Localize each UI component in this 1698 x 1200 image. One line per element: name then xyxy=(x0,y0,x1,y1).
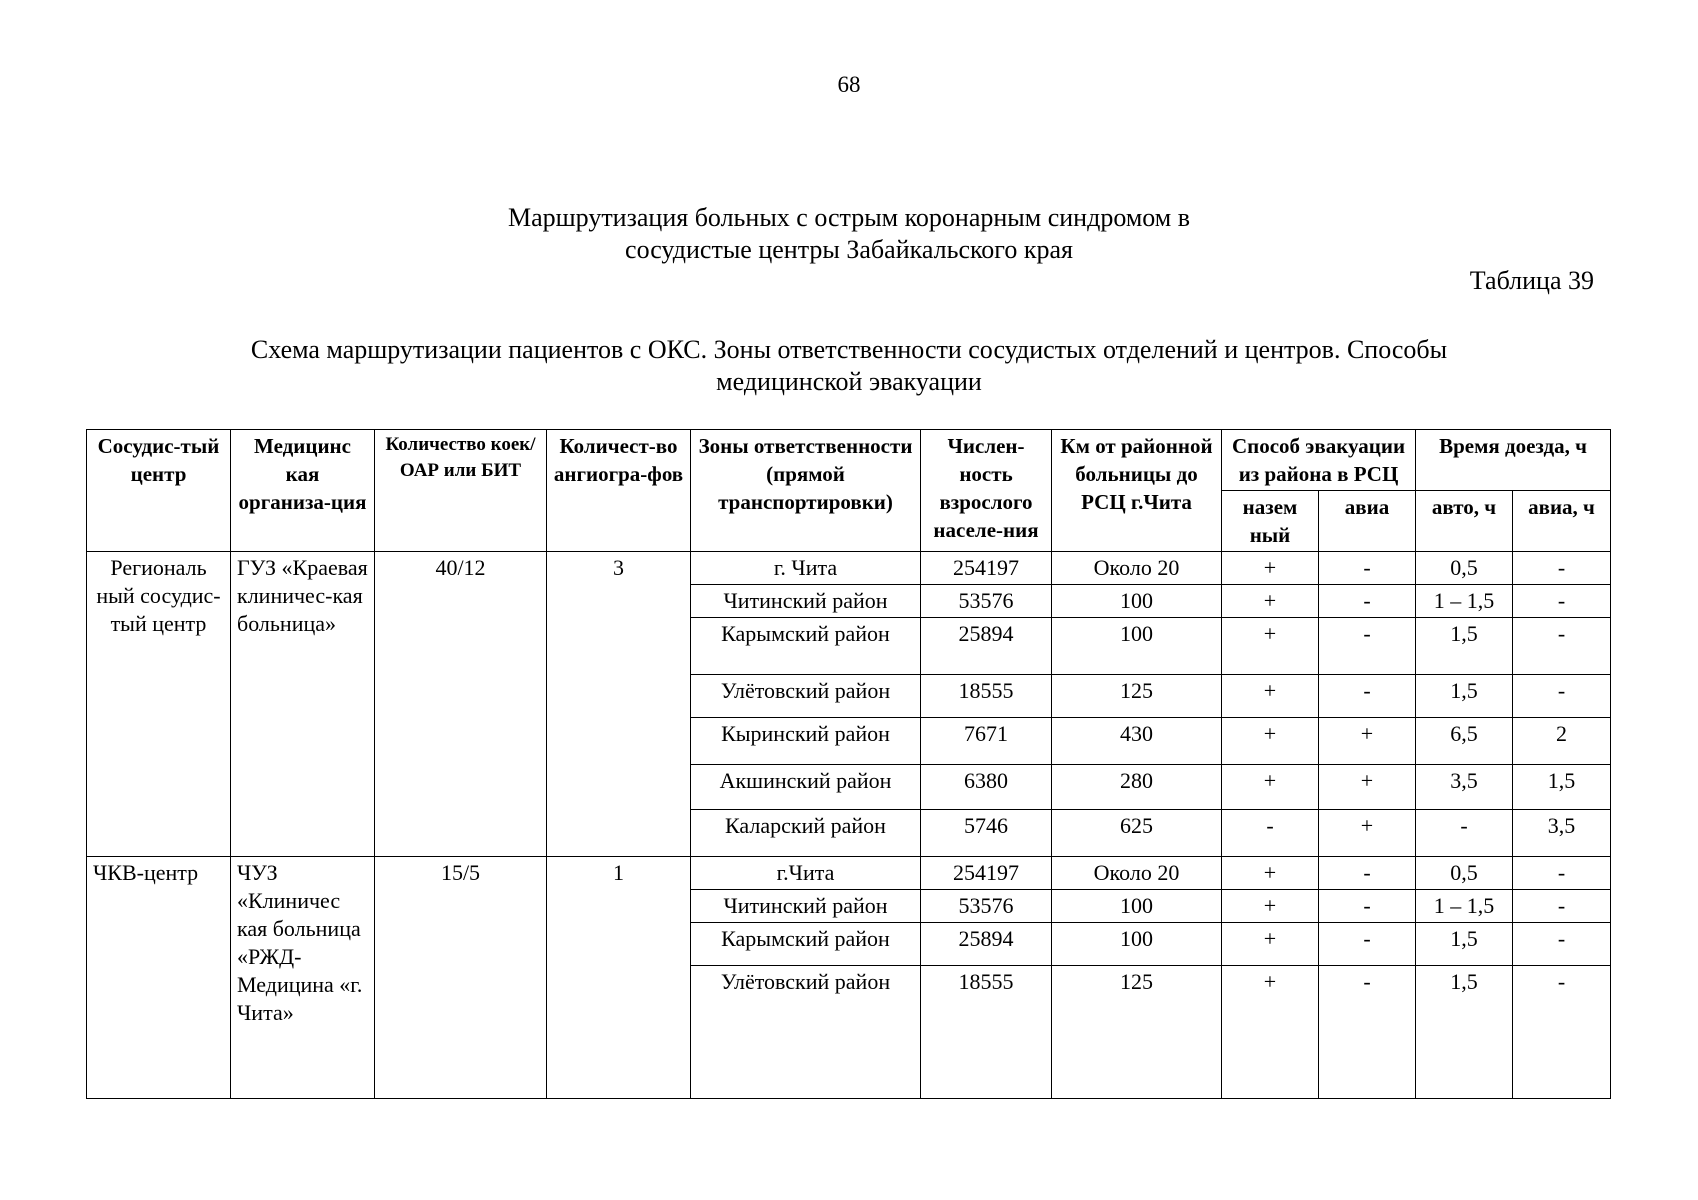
cell-center: ЧКВ-центр xyxy=(87,857,231,1099)
cell-time-auto: 0,5 xyxy=(1416,552,1513,585)
cell-time-auto: 0,5 xyxy=(1416,857,1513,890)
cell-evac-ground: + xyxy=(1222,765,1319,810)
cell-zone: Карымский район xyxy=(691,618,921,675)
cell-population: 254197 xyxy=(921,857,1052,890)
table-label: Таблица 39 xyxy=(1469,266,1594,295)
cell-evac-ground: + xyxy=(1222,675,1319,718)
cell-population: 6380 xyxy=(921,765,1052,810)
cell-zone: Кыринский район xyxy=(691,718,921,765)
cell-time-air: - xyxy=(1513,966,1611,1099)
cell-evac-air: - xyxy=(1319,923,1416,966)
cell-time-auto: 1,5 xyxy=(1416,675,1513,718)
cell-evac-ground: + xyxy=(1222,718,1319,765)
cell-time-air: - xyxy=(1513,923,1611,966)
cell-population: 18555 xyxy=(921,966,1052,1099)
cell-time-auto: 6,5 xyxy=(1416,718,1513,765)
table-caption-line-1: Схема маршрутизации пациентов с ОКС. Зоны ответственности сосудистых отделений и центров. Способы xyxy=(250,335,1448,364)
cell-time-air: 1,5 xyxy=(1513,765,1611,810)
cell-population: 254197 xyxy=(921,552,1052,585)
cell-km: 125 xyxy=(1052,966,1222,1099)
cell-evac-ground: + xyxy=(1222,618,1319,675)
header-time-air: авиа, ч xyxy=(1513,491,1611,552)
cell-population: 5746 xyxy=(921,810,1052,857)
cell-time-air: - xyxy=(1513,890,1611,923)
cell-beds: 40/12 xyxy=(375,552,547,857)
table-caption xyxy=(0,334,1698,398)
header-evacuation-method: Способ эвакуации из района в РСЦ xyxy=(1222,430,1416,491)
cell-km: 280 xyxy=(1052,765,1222,810)
table-row xyxy=(87,552,1611,585)
cell-time-air: - xyxy=(1513,675,1611,718)
cell-km: Около 20 xyxy=(1052,552,1222,585)
header-responsibility-zones: Зоны ответственности (прямой транспортировки) xyxy=(691,430,921,552)
cell-zone: г.Чита xyxy=(691,857,921,890)
cell-beds: 15/5 xyxy=(375,857,547,1099)
cell-time-auto: 1 – 1,5 xyxy=(1416,890,1513,923)
cell-evac-air: - xyxy=(1319,857,1416,890)
cell-time-air: - xyxy=(1513,585,1611,618)
cell-population: 25894 xyxy=(921,618,1052,675)
cell-km: 625 xyxy=(1052,810,1222,857)
cell-population: 18555 xyxy=(921,675,1052,718)
cell-time-auto: 1,5 xyxy=(1416,966,1513,1099)
table-row xyxy=(87,857,1611,890)
header-evac-ground: назем ный xyxy=(1222,491,1319,552)
cell-km: 100 xyxy=(1052,890,1222,923)
cell-zone: Улётовский район xyxy=(691,966,921,1099)
cell-organization: ГУЗ «Краевая клиничес-кая больница» xyxy=(231,552,375,857)
cell-time-auto: 1,5 xyxy=(1416,618,1513,675)
cell-time-air: - xyxy=(1513,552,1611,585)
page-number: 68 xyxy=(837,72,861,97)
cell-population: 53576 xyxy=(921,585,1052,618)
cell-km: 430 xyxy=(1052,718,1222,765)
cell-km: 100 xyxy=(1052,923,1222,966)
cell-evac-ground: + xyxy=(1222,890,1319,923)
cell-evac-air: - xyxy=(1319,966,1416,1099)
cell-angiographs: 1 xyxy=(547,857,691,1099)
cell-evac-air: - xyxy=(1319,890,1416,923)
cell-evac-ground: + xyxy=(1222,966,1319,1099)
cell-time-auto: 3,5 xyxy=(1416,765,1513,810)
cell-evac-ground: - xyxy=(1222,810,1319,857)
table-caption-line-2: медицинской эвакуации xyxy=(716,367,982,396)
header-km-to-rsc: Км от районной больницы до РСЦ г.Чита xyxy=(1052,430,1222,552)
cell-evac-air: + xyxy=(1319,810,1416,857)
cell-evac-air: - xyxy=(1319,675,1416,718)
document-title-line-1: Маршрутизация больных с острым коронарным синдромом в xyxy=(507,203,1191,232)
cell-evac-air: + xyxy=(1319,765,1416,810)
cell-evac-air: + xyxy=(1319,718,1416,765)
cell-time-air: - xyxy=(1513,857,1611,890)
routing-table xyxy=(86,429,1611,1099)
cell-time-air: - xyxy=(1513,618,1611,675)
cell-time-auto: 1,5 xyxy=(1416,923,1513,966)
header-adult-population: Числен-ность взрослого населе-ния xyxy=(921,430,1052,552)
cell-km: 100 xyxy=(1052,618,1222,675)
cell-zone: Читинский район xyxy=(691,585,921,618)
cell-center: Региональ ный сосудис-тый центр xyxy=(87,552,231,857)
cell-zone: Читинский район xyxy=(691,890,921,923)
header-travel-time: Время доезда, ч xyxy=(1416,430,1611,491)
cell-angiographs: 3 xyxy=(547,552,691,857)
cell-evac-air: - xyxy=(1319,585,1416,618)
header-beds: Количество коек/ОАР или БИТ xyxy=(375,430,547,552)
cell-evac-ground: + xyxy=(1222,585,1319,618)
cell-time-auto: 1 – 1,5 xyxy=(1416,585,1513,618)
header-vascular-center: Сосудис-тый центр xyxy=(87,430,231,552)
document-title xyxy=(0,202,1698,266)
cell-km: 100 xyxy=(1052,585,1222,618)
cell-evac-ground: + xyxy=(1222,923,1319,966)
cell-population: 53576 xyxy=(921,890,1052,923)
cell-km: 125 xyxy=(1052,675,1222,718)
cell-population: 25894 xyxy=(921,923,1052,966)
cell-evac-air: - xyxy=(1319,552,1416,585)
cell-time-air: 2 xyxy=(1513,718,1611,765)
cell-zone: Акшинский район xyxy=(691,765,921,810)
cell-population: 7671 xyxy=(921,718,1052,765)
cell-evac-air: - xyxy=(1319,618,1416,675)
cell-organization: ЧУЗ «Клиничес кая больница «РЖД-Медицина «г. Чита» xyxy=(231,857,375,1099)
cell-zone: Каларский район xyxy=(691,810,921,857)
header-time-auto: авто, ч xyxy=(1416,491,1513,552)
cell-zone: Карымский район xyxy=(691,923,921,966)
header-angiographs: Количест-во ангиогра-фов xyxy=(547,430,691,552)
cell-zone: Улётовский район xyxy=(691,675,921,718)
document-title-line-2: сосудистые центры Забайкальского края xyxy=(625,235,1073,264)
header-medical-organization: Медицинс кая организа-ция xyxy=(231,430,375,552)
cell-evac-ground: + xyxy=(1222,857,1319,890)
cell-km: Около 20 xyxy=(1052,857,1222,890)
cell-time-air: 3,5 xyxy=(1513,810,1611,857)
header-evac-air: авиа xyxy=(1319,491,1416,552)
cell-time-auto: - xyxy=(1416,810,1513,857)
cell-evac-ground: + xyxy=(1222,552,1319,585)
cell-zone: г. Чита xyxy=(691,552,921,585)
